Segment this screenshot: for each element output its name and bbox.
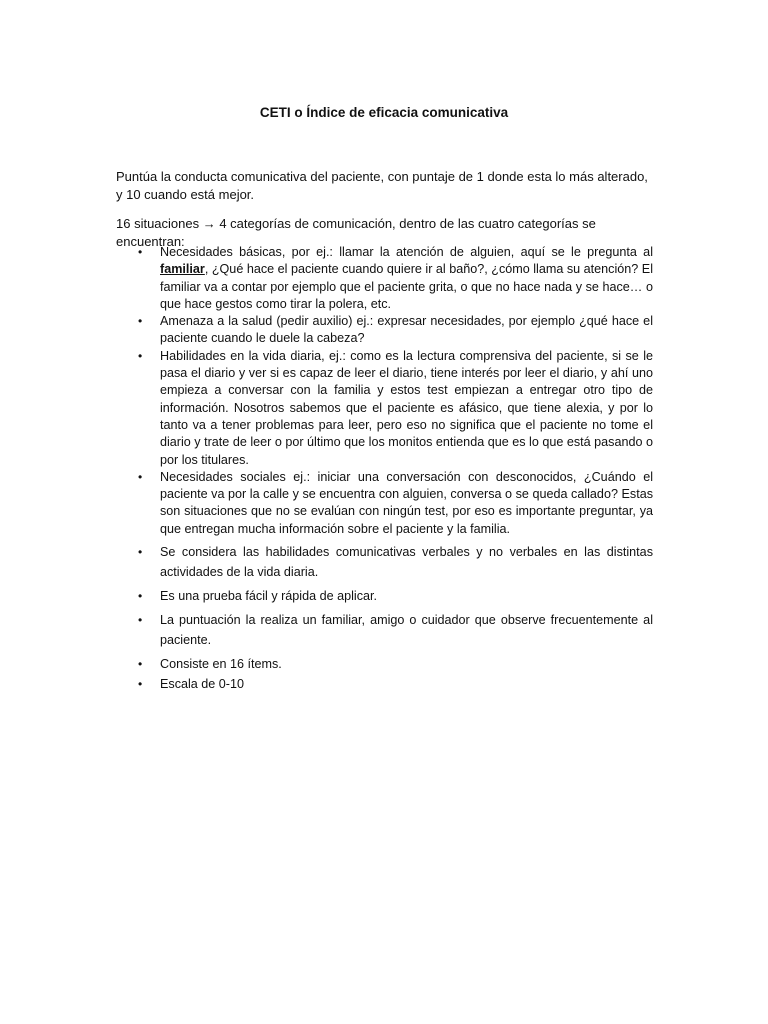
list-item-basic-needs <box>116 244 653 313</box>
list-item-item-count <box>116 654 653 674</box>
categories-paragraph: 16 situaciones → 4 categorías de comunicación, dentro de las cuatro categorías se encuentran: <box>116 216 596 249</box>
document-title: CETI o Índice de eficacia comunicativa <box>259 105 509 120</box>
list-item-text: Es una prueba fácil y rápida de aplicar. <box>160 589 378 604</box>
bullet-icon: • <box>138 314 143 329</box>
list-item-easy-test <box>116 586 653 606</box>
intro-paragraph: Puntúa la conducta comunicativa del paciente, con puntaje de 1 donde esta lo más alterado, y 10 cuando está mejor. <box>116 169 648 202</box>
bullet-icon: • <box>138 677 143 692</box>
bullet-list <box>116 244 653 694</box>
familiar-emphasis: familiar <box>160 262 205 277</box>
bullet-icon: • <box>138 348 143 363</box>
bullet-icon: • <box>138 245 143 259</box>
item-text-after: , ¿Qué hace el paciente cuando quiere ir al baño?, ¿cómo llama su atención? El familiar va a contar por ejemplo que el paciente grita, o que no hace nada y se hace… o que hace gestos como tirar la polera, etc. <box>160 262 653 311</box>
list-item-daily-skills <box>116 348 653 469</box>
list-item-text: Amenaza a la salud (pedir auxilio) ej.: expresar necesidades, por ejemplo ¿qué hace el paciente cuando le duele la cabeza? <box>160 314 653 346</box>
list-item-text: La puntuación la realiza un familiar, amigo o cuidador que observe frecuentemente al paciente. <box>160 613 653 648</box>
list-item-text: Consiste en 16 ítems. <box>160 657 282 672</box>
list-item-verbal-skills <box>116 542 653 582</box>
list-item-scale <box>116 674 653 694</box>
list-item-social-needs <box>116 469 653 538</box>
list-item-text: Se considera las habilidades comunicativas verbales y no verbales en las distintas actividades de la vida diaria. <box>160 545 653 580</box>
bullet-icon: • <box>138 589 143 604</box>
list-item-text: Habilidades en la vida diaria, ej.: como es la lectura comprensiva del paciente, si se le pasa el diario y ver si es capaz de leer el diario, tiene interés por leer el diario, y ahí uno empieza a conversar con la familia y estos test empiezan a entregar otro tipo de información. Nosotros sabemos que el paciente es afásico, que tiene alexia, y por lo tanto va a tener problemas para leer, pero eso no significa que el paciente no tome el diario y trate de leer o por último que los monitos entienda que es lo que está pasando o por los titulares. <box>160 348 653 467</box>
list-item-text: Necesidades sociales ej.: iniciar una conversación con desconocidos, ¿Cuándo el paciente va por la calle y se encuentra con alguien, conversa o se queda callado? Estas son situaciones que no se evalúan con ningún test, por eso es importante preguntar, ya que entregan mucha información sobre el paciente y la familia. <box>160 469 653 536</box>
list-item-health-threat <box>116 313 653 348</box>
list-item-scorer <box>116 610 653 650</box>
bullet-icon: • <box>138 469 143 484</box>
bullet-icon: • <box>138 545 143 560</box>
item-text-before: Necesidades básicas, por ej.: llamar la atención de alguien, aquí se le pregunta al <box>160 245 653 259</box>
list-item-text: Escala de 0-10 <box>160 677 245 692</box>
bullet-icon: • <box>138 657 143 672</box>
bullet-icon: • <box>138 613 143 628</box>
